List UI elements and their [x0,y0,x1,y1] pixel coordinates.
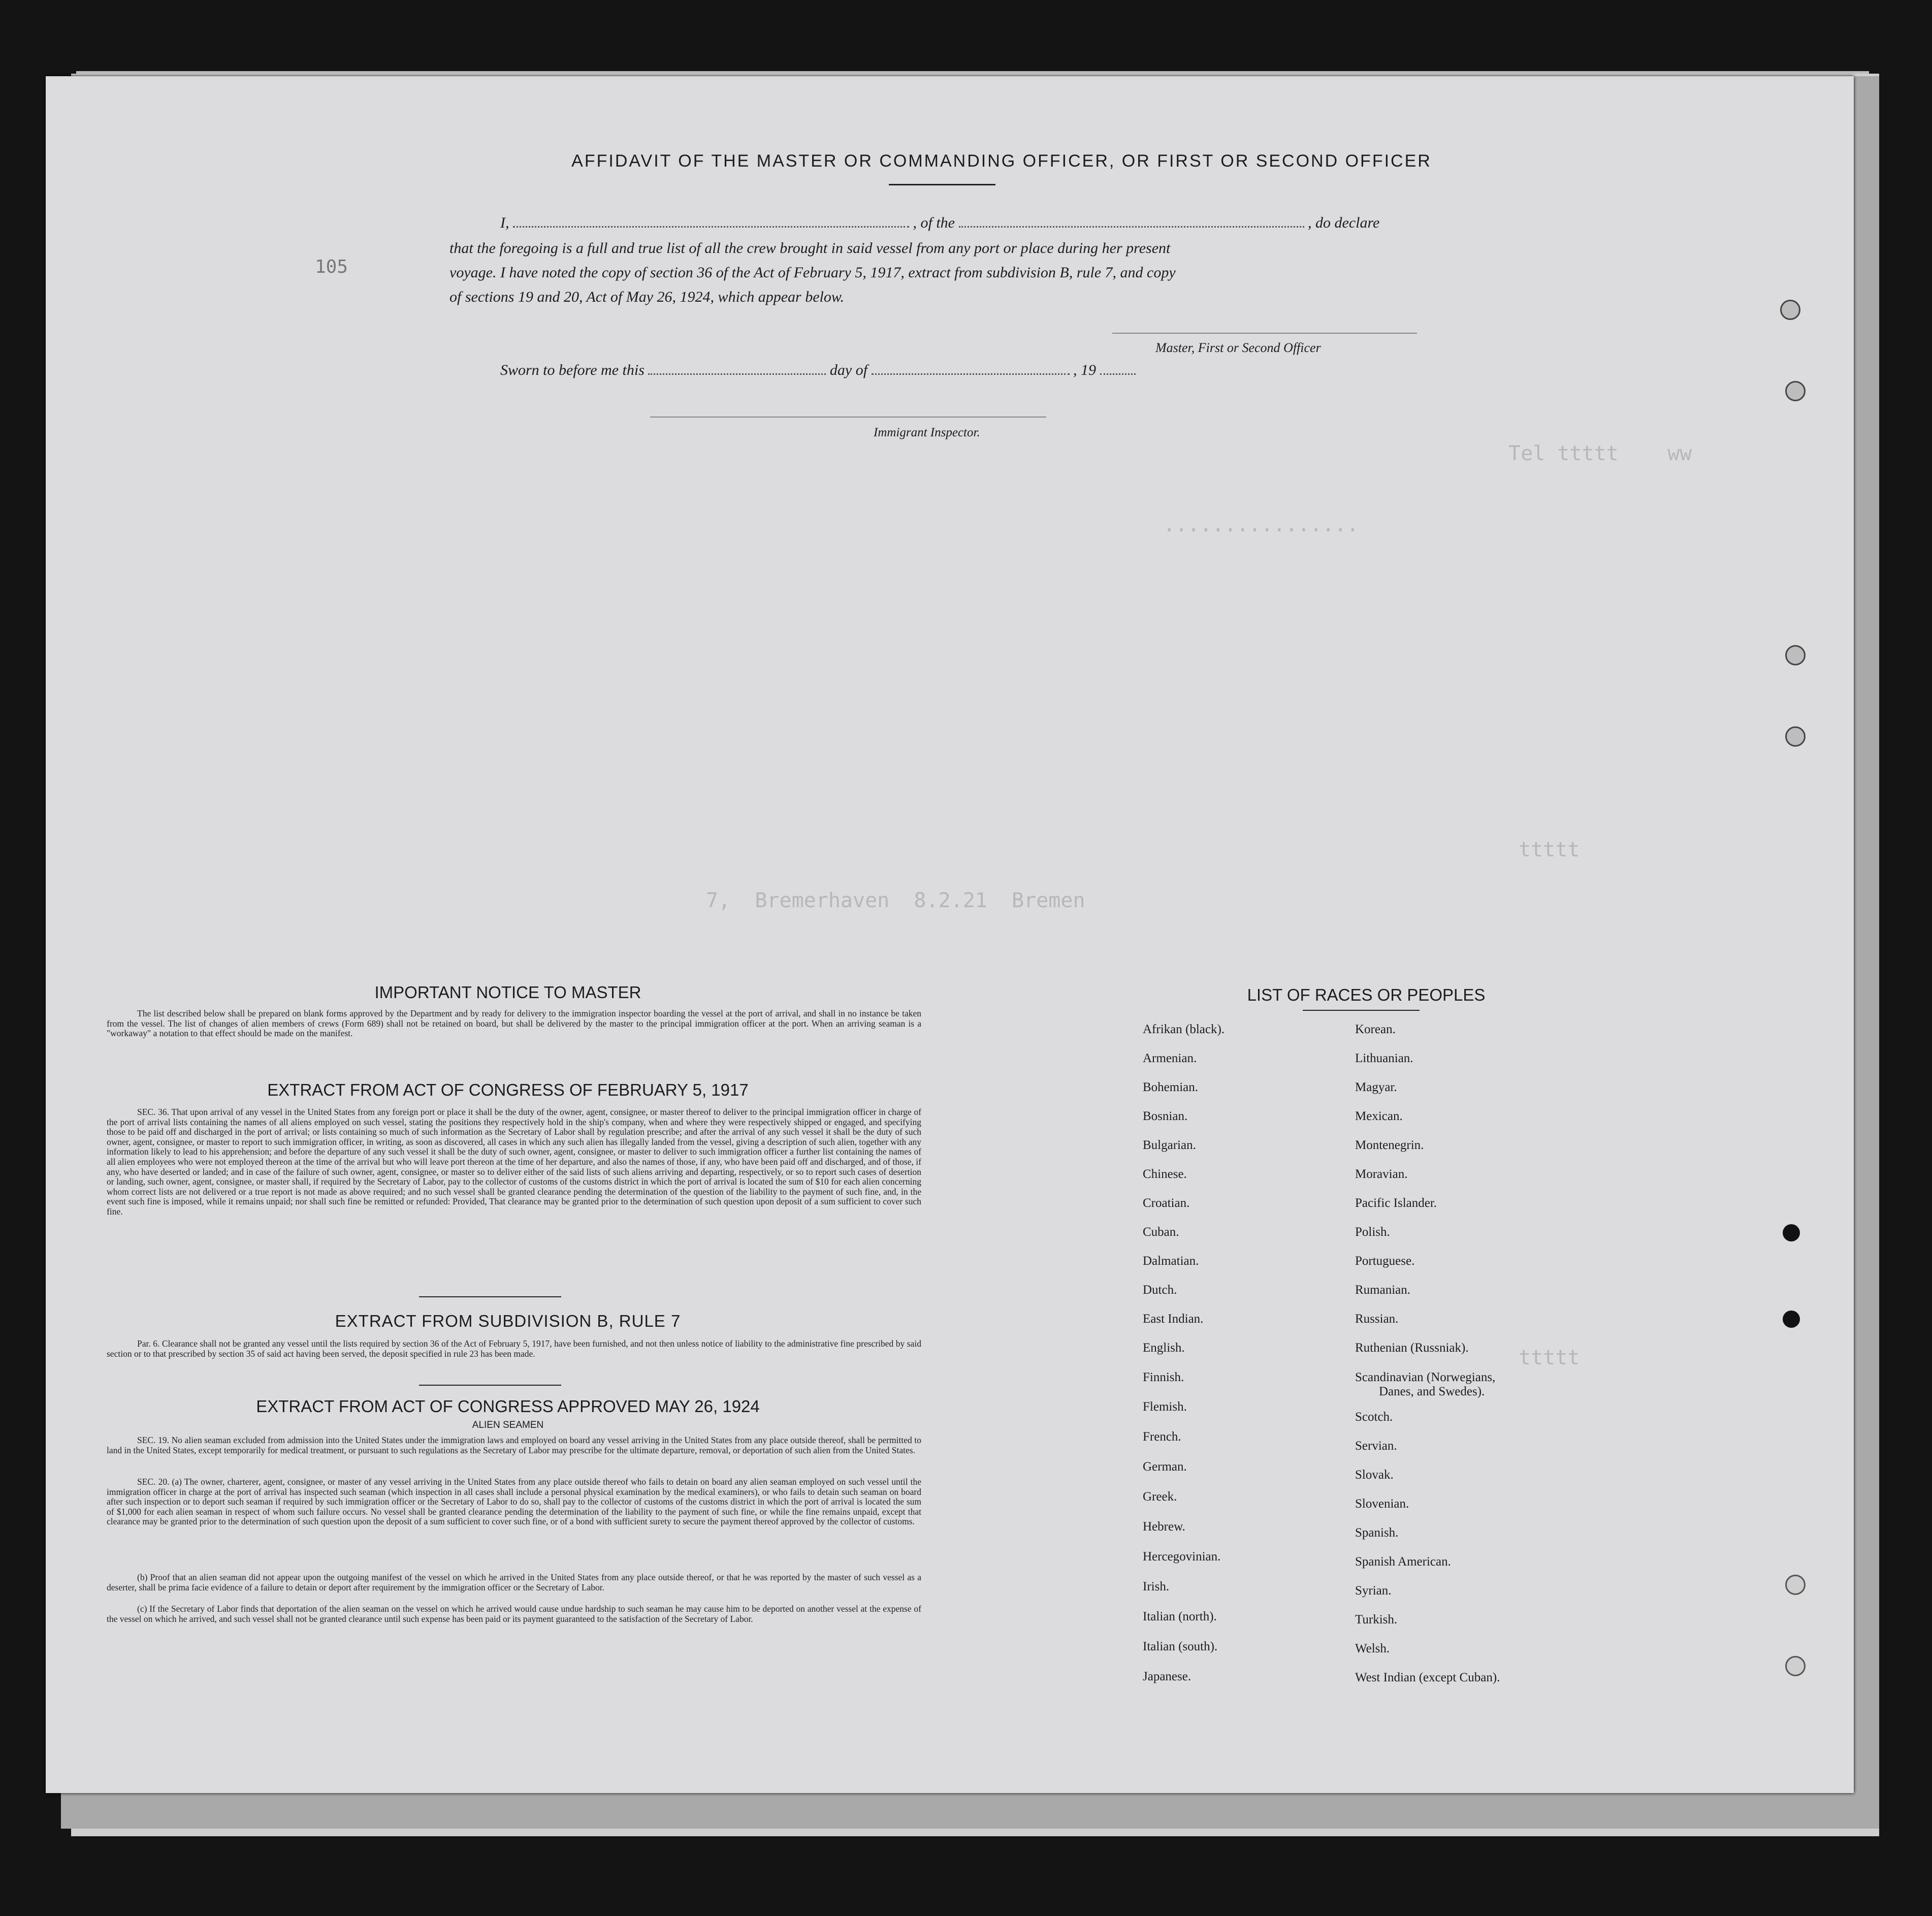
sec20a-body: SEC. 20. (a) The owner, charterer, agent, consignee, or master of any vessel arriving in the United States from any place outside thereof who fails to detain on board any alien seaman employed on such vessel until the immigration officer in charge at the port of arrival has inspected such seaman (which inspection in all cases shall include a personal physical examination by the medical examiners), or who fails to detain such seaman on board after such inspection or to deport such seaman if required by such immigration officer or the Secretary of Labor to do so, shall pay to the collector of customs of the customs district in which the port of arrival is located the sum of $1,000 for each alien seaman in respect of whom such failure occurs. No vessel shall be granted clearance pending the determination of the liability to the payment of such fine, or while the fine remains unpaid, except that clearance may be granted prior to the determination of such question upon the deposit of a sum sufficient to cover such fine, or of a bond with sufficient surety to secure the payment thereof approved by the collector of customs. [107,1477,921,1527]
race-item: English. [1143,1341,1185,1355]
races-title: LIST OF RACES OR PEOPLES [1247,985,1486,1004]
race-item: Danes, and Swedes). [1379,1385,1485,1398]
race-item: Slovak. [1355,1468,1394,1482]
race-item: Lithuanian. [1355,1051,1413,1065]
section-divider [419,1296,561,1297]
sworn-line [500,362,1136,379]
extract-1917-title: EXTRACT FROM ACT OF CONGRESS OF FEBRUARY 5, 1917 [267,1080,749,1099]
race-item: West Indian (except Cuban). [1355,1671,1500,1684]
race-item: Afrikan (black). [1143,1023,1225,1036]
race-item: Syrian. [1355,1584,1392,1598]
race-item: Moravian. [1355,1167,1408,1181]
race-item: Pacific Islander. [1355,1196,1437,1210]
race-item: Croatian. [1143,1196,1190,1210]
punch-hole [1785,1656,1806,1676]
vessel-blank[interactable] [959,226,1304,228]
inspector-signature-line [650,417,1046,418]
affidavit-i: I, [500,214,509,231]
punch-hole [1780,300,1800,320]
rule7-body: Par. 6. Clearance shall not be granted any vessel until the lists required by section 36 of the Act of February 5, 1917, have been furnished, and not then unless notice of liability to the administrative fine prescribed by said section or to that prescribed by section 35 of said act having been served, the deposit specified in rule 23 has been made. [107,1338,921,1359]
race-item: Bohemian. [1143,1080,1199,1094]
race-item: Italian (south). [1143,1640,1218,1653]
race-item: Scandinavian (Norwegians, [1355,1370,1496,1384]
bleed-through-ghost: Tel ttttt ww [1508,442,1692,465]
race-item: Bulgarian. [1143,1138,1196,1152]
affidavit-line2: that the foregoing is a full and true list of all the crew brought in said vessel from any port or place during her present [449,240,1171,257]
punch-hole [1783,1311,1800,1328]
punch-hole [1785,381,1806,401]
affidavit-line3: voyage. I have noted the copy of section 36 of the Act of February 5, 1917, extract from subdivision B, rule 7, and copy [449,264,1176,281]
bleed-through-ghost: ttttt [1519,1346,1580,1369]
race-item: Bosnian. [1143,1109,1188,1123]
races-divider [1303,1010,1420,1011]
inspector-label: Immigrant Inspector. [874,426,980,439]
bleed-through-ghost: 7, Bremerhaven 8.2.21 Bremen [706,889,1085,912]
race-item: Flemish. [1143,1400,1187,1414]
bleed-through-ghost: ................ [1163,513,1359,536]
affidavit-line4: of sections 19 and 20, Act of May 26, 1924, which appear below. [449,289,845,305]
race-item: Dalmatian. [1143,1254,1199,1268]
race-item: Irish. [1143,1580,1170,1593]
race-item: German. [1143,1460,1187,1474]
race-item: Korean. [1355,1023,1396,1036]
sec19-body: SEC. 19. No alien seaman excluded from admission into the United States under the immigration laws and employed on board any vessel arriving in the United States from any place outside thereof, shall be permitted to land in the United States, except temporarily for medical treatment, or pursuant to such regulations as the Secretary of Labor may prescribe for the ultimate departure, removal, or deportation of such alien from the United States. [107,1435,921,1455]
day-of-label: day of [829,362,868,378]
race-item: Russian. [1355,1312,1399,1326]
sec20c-body: (c) If the Secretary of Labor finds that deportation of the alien seaman on the vessel on which he arrived would cause undue hardship to such seaman he may cause him to be deported on another vessel at the expense of the vessel on which he arrived, and such vessel shall not be granted clearance until such expense has been paid or its payment guaranteed to the satisfaction of the Secretary of Labor. [107,1604,921,1624]
race-item: Italian (north). [1143,1610,1217,1623]
race-item: Greek. [1143,1490,1177,1504]
race-item: Rumanian. [1355,1283,1411,1297]
name-blank[interactable] [513,226,909,228]
race-item: Polish. [1355,1225,1390,1239]
race-item: Cuban. [1143,1225,1179,1239]
race-item: Spanish American. [1355,1555,1451,1569]
sworn-month-blank[interactable] [872,373,1070,375]
race-item: Dutch. [1143,1283,1177,1297]
race-item: Ruthenian (Russniak). [1355,1341,1469,1355]
race-item: Chinese. [1143,1167,1187,1181]
affidavit-title: AFFIDAVIT OF THE MASTER OR COMMANDING OFFICER, OR FIRST OR SECOND OFFICER [571,151,1432,171]
punch-hole [1783,1224,1800,1241]
rule7-title: EXTRACT FROM SUBDIVISION B, RULE 7 [335,1312,681,1330]
affidavit-of-the: , of the [913,214,955,231]
race-item: Montenegrin. [1355,1138,1424,1152]
punch-hole [1785,1575,1806,1595]
race-item: East Indian. [1143,1312,1204,1326]
race-item: Servian. [1355,1439,1397,1453]
race-item: Welsh. [1355,1642,1390,1655]
stamp-number: 105 [315,257,348,277]
punch-hole [1785,726,1806,747]
sworn-day-blank[interactable] [648,373,826,375]
race-item: Hercegovinian. [1143,1550,1221,1563]
bleed-through-ghost: ttttt [1519,838,1580,861]
race-item: Mexican. [1355,1109,1403,1123]
race-item: Slovenian. [1355,1497,1409,1511]
race-item: French. [1143,1430,1181,1444]
title-divider [889,184,995,185]
affidavit-declare: , do declare [1308,214,1380,231]
race-item: Japanese. [1143,1670,1192,1683]
race-item: Magyar. [1355,1080,1397,1094]
sec20b-body: (b) Proof that an alien seaman did not appear upon the outgoing manifest of the vessel on which he arrived in the United States from any place outside thereof, or that he was reported by the master of such vessel as a deserter, shall be prima facie evidence of a failure to detain or deport after requirement by the immigration officer or the Secretary of Labor. [107,1572,921,1592]
extract-1917-body: SEC. 36. That upon arrival of any vessel in the United States from any foreign port or place it shall be the duty of the owner, agent, consignee, or master thereof to deliver to the principal immigration officer in charge of the port of arrival lists containing the names of all aliens employed on such vessel, stating the positions they respectively hold in the ship's company, when and where they were respectively shipped or engaged, and specifying those to be paid off and discharged in the port of arrival; or lists containing so much of such information as the Secretary of Labor shall by regulation prescribe; and after the arrival of any such vessel it shall be the duty of such owner, agent, consignee, or master to report to such immigration officer, in writing, as soon as discovered, all cases in which any such alien has illegally landed from the vessel, giving a description of such alien, together with any information likely to lead to his apprehension; and before the departure of any such vessel it shall be the duty of such owner, agent, consignee, or master to deliver to such immigration officer a further list containing the names of all alien employees who were not employed thereon at the time of the arrival but who will leave port thereon at the time of her departure, and also the names of those, if any, who have been paid off and discharged, and of those, if any, who have deserted or landed; and in case of the failure of such owner, agent, consignee, or master so to deliver either of the said lists of such aliens arriving and departing, respectively, or so to report such cases of desertion or landing, such owner, agent, consignee, or master shall, if required by the Secretary of Labor, pay to the collector of customs of the customs district in which the port of arrival is located the sum of $10 for each alien concerning whom correct lists are not delivered or a true report is not made as above required; and no such vessel shall be granted clearance pending the determination of the question of the liability to the payment of such fine, and, in the event such fine is imposed, while it remains unpaid; nor shall such fine be remitted or refunded: Provided, That clearance may be granted prior to the determination of such question upon deposit of a sum sufficient to cover such fine. [107,1107,921,1217]
year-label: , 19 [1073,362,1097,378]
extract-1924-title: EXTRACT FROM ACT OF CONGRESS APPROVED MAY 26, 1924 [256,1397,760,1416]
sworn-year-blank[interactable] [1100,373,1136,375]
master-signature-label: Master, First or Second Officer [1155,340,1321,355]
section-divider [419,1385,561,1386]
race-item: Armenian. [1143,1051,1197,1065]
race-item: Turkish. [1355,1613,1398,1626]
affidavit-line1 [500,214,1379,232]
extract-1924-subtitle: ALIEN SEAMEN [472,1420,544,1430]
race-item: Finnish. [1143,1370,1184,1384]
race-item: Portuguese. [1355,1254,1415,1268]
race-item: Hebrew. [1143,1520,1185,1534]
race-item: Spanish. [1355,1526,1399,1540]
sworn-label: Sworn to before me this [500,362,645,378]
notice-body: The list described below shall be prepared on blank forms approved by the Department and by ready for delivery to the immigration inspector boarding the vessel at the port of arrival, and shall in no instance be taken from the vessel. The list of changes of alien members of crews (Form 689) shall not be retained on board, but shall be delivered by the master to the principal immigration officer at the port. When an arriving seaman is a "workaway" a notation to that effect should be made on the manifest. [107,1008,921,1039]
master-signature-line [1112,333,1417,334]
notice-title: IMPORTANT NOTICE TO MASTER [374,983,641,1002]
document-sheet [46,76,1854,1793]
punch-hole [1785,645,1806,665]
race-item: Scotch. [1355,1410,1393,1424]
